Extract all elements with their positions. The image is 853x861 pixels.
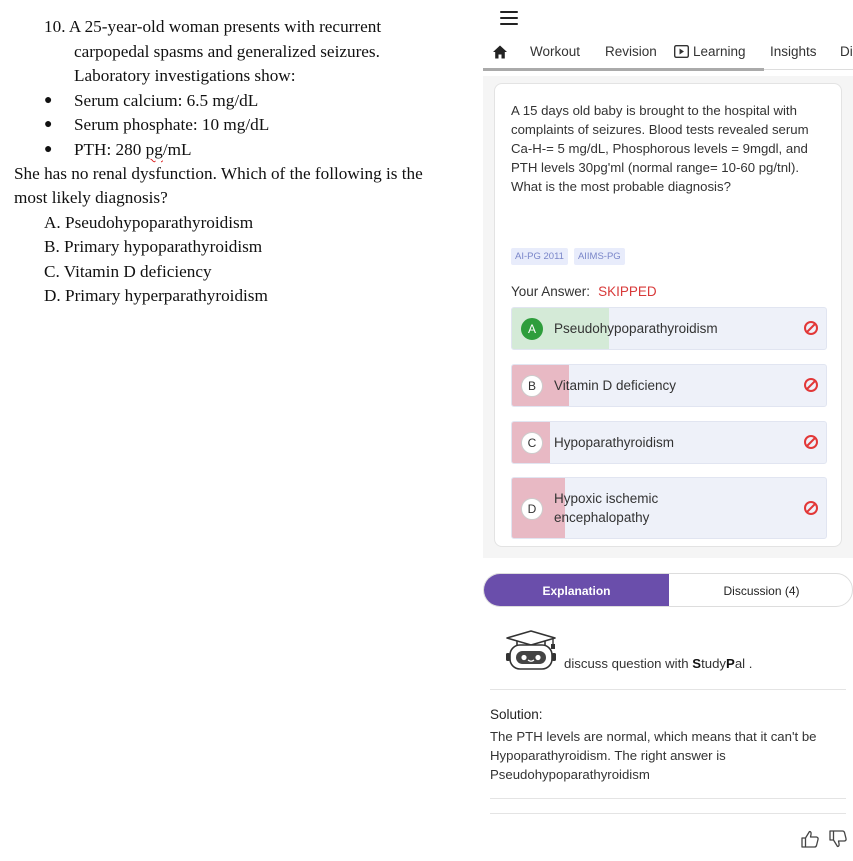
your-answer	[511, 284, 657, 299]
divider	[490, 689, 846, 690]
tab-revision[interactable]: Revision	[605, 44, 657, 59]
hamburger-menu-icon[interactable]	[500, 11, 518, 27]
ban-icon	[804, 435, 818, 449]
doc-option-c: C. Vitamin D deficiency	[44, 262, 212, 281]
tab-learning-label: Learning	[693, 44, 746, 59]
thumbs-down-icon[interactable]	[828, 829, 848, 849]
studypal-s: S	[692, 656, 702, 671]
lab-pth	[74, 139, 191, 161]
bullet-icon: ●	[44, 142, 53, 157]
ban-icon	[804, 501, 818, 515]
studypal-robot-icon[interactable]	[503, 627, 559, 671]
ban-icon	[804, 321, 818, 335]
studypal-link[interactable]	[564, 656, 752, 671]
option-c[interactable]	[511, 421, 827, 464]
lab-pth-prefix: PTH: 280	[74, 140, 146, 159]
option-a[interactable]	[511, 307, 827, 350]
ban-icon	[804, 378, 818, 392]
solution-text: The PTH levels are normal, which means that it can't be Hypoparathyroidism. The right answer is Pseudohypoparathyroidism	[490, 729, 817, 782]
tab-indicator	[483, 68, 764, 71]
question-panel	[483, 76, 853, 558]
lab-pth-unit: pg	[145, 140, 163, 159]
tab-insights[interactable]: Insights	[770, 44, 817, 59]
question-card	[494, 83, 842, 547]
question-line-3: Laboratory investigations show:	[74, 66, 296, 85]
question-line-1: 10. A 25-year-old woman presents with recurrent	[44, 17, 382, 36]
bullet-icon: ●	[44, 93, 53, 108]
studypal-tudy: tudy	[701, 656, 727, 671]
divider	[490, 798, 846, 799]
option-a-text: Pseudohypoparathyroidism	[554, 321, 718, 336]
option-c-letter: C	[521, 432, 543, 454]
option-b[interactable]	[511, 364, 827, 407]
doc-option-b: B. Primary hypoparathyroidism	[44, 237, 263, 256]
option-a-letter: A	[521, 318, 543, 340]
stem-line-1: She has no renal dysfunction. Which of the following is the	[14, 164, 423, 183]
tag-aiims-pg[interactable]: AIIMS-PG	[574, 248, 625, 265]
your-answer-label: Your Answer:	[511, 284, 591, 299]
your-answer-status: SKIPPED	[598, 284, 657, 299]
tab-explanation[interactable]: Explanation	[484, 574, 669, 607]
doc-option-a: A. Pseudohypoparathyroidism	[44, 213, 254, 232]
tag-list	[511, 246, 631, 265]
tab-divider	[764, 69, 853, 70]
option-b-letter: B	[521, 375, 543, 397]
option-d-text: Hypoxic ischemic encephalopathy	[554, 491, 659, 525]
tab-discussion[interactable]: Discussion (4)	[723, 584, 800, 598]
question-line-2: carpopedal spasms and generalized seizures.	[74, 42, 380, 61]
doc-option-d: D. Primary hyperparathyroidism	[44, 286, 268, 305]
tab-workout[interactable]: Workout	[530, 44, 581, 59]
studypal-p: P	[726, 656, 735, 671]
option-c-text: Hypoparathyroidism	[554, 435, 675, 450]
bullet-icon: ●	[44, 117, 53, 132]
explanation-tabs	[483, 573, 853, 607]
play-icon	[674, 45, 689, 58]
question-text: A 15 days old baby is brought to the hospital with complaints of seizures. Blood tests revealed serum Ca-H-= 5 mg/dL, Phosphorous levels = 9mgdl, and PTH levels 30pg'ml (normal range= 10-60 pg/tnl). What is the most probable diagnosis?	[511, 103, 809, 194]
tab-learning[interactable]	[674, 44, 746, 60]
studypal-al: al .	[734, 656, 753, 671]
lab-calcium: Serum calcium: 6.5 mg/dL	[74, 91, 259, 110]
solution-label: Solution:	[490, 707, 543, 722]
quiz-app	[483, 0, 853, 861]
option-d-letter: D	[521, 498, 543, 520]
thumbs-up-icon[interactable]	[800, 829, 820, 849]
lab-phosphate: Serum phosphate: 10 mg/dL	[74, 115, 270, 134]
lab-pth-suffix: /mL	[162, 140, 192, 159]
studypal-prefix: discuss question with	[564, 656, 693, 671]
option-b-text: Vitamin D deficiency	[554, 378, 677, 393]
divider	[490, 813, 846, 814]
option-d[interactable]	[511, 477, 827, 539]
nav-tabs	[483, 38, 853, 72]
tab-discussion-truncated[interactable]: Di	[840, 44, 853, 59]
stem-line-2: most likely diagnosis?	[14, 188, 168, 207]
home-icon[interactable]	[492, 44, 508, 60]
tag-ai-pg[interactable]: AI-PG 2011	[511, 248, 568, 265]
